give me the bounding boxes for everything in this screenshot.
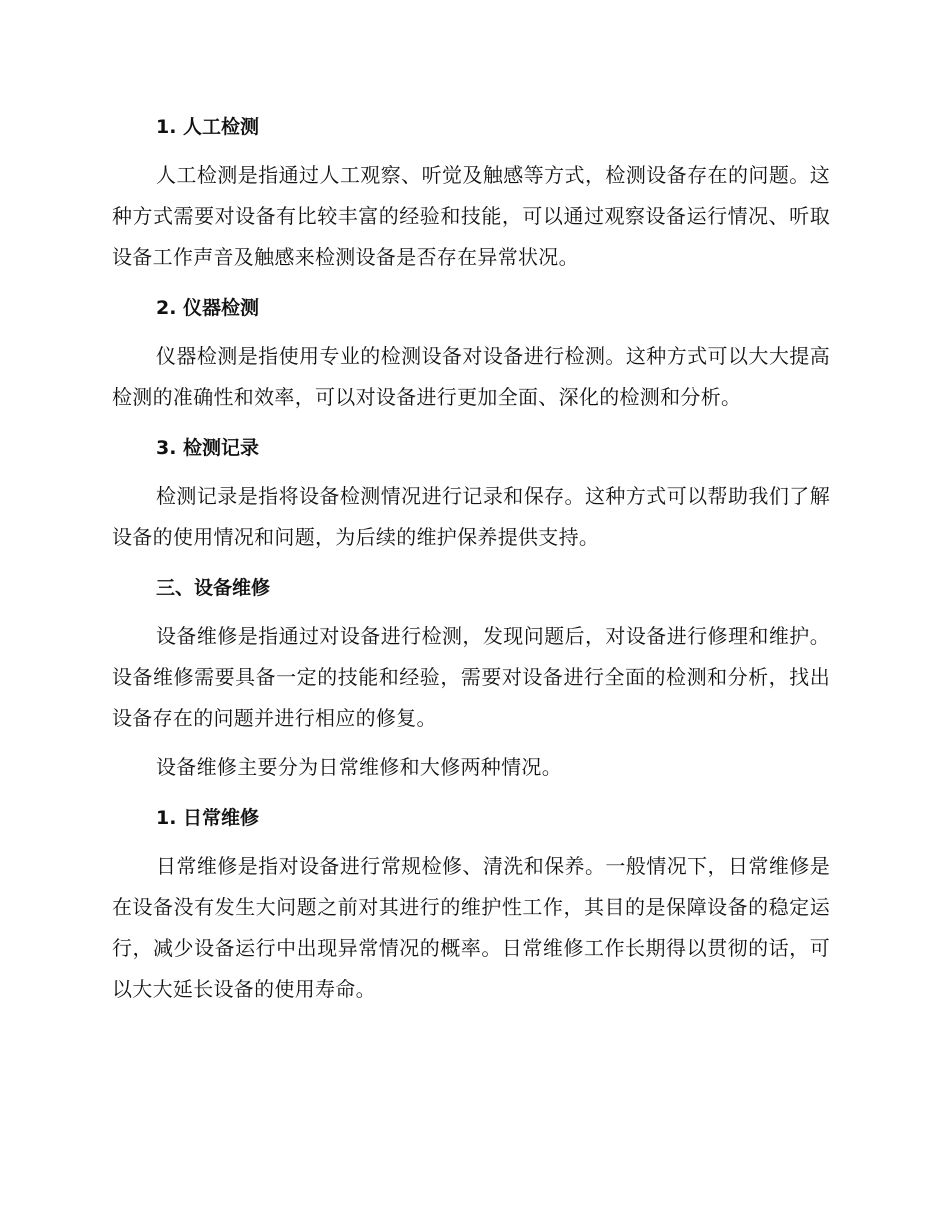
- section-heading-instrument-inspection: 2. 仪器检测: [156, 297, 260, 319]
- document-page: [112, 105, 830, 1010]
- section-heading-equipment-repair: 三、设备维修: [156, 577, 271, 599]
- section-heading-inspection-record: 3. 检测记录: [156, 437, 260, 459]
- paragraph-routine-repair: 日常维修是指对设备进行常规检修、清洗和保养。一般情况下，日常维修是在设备没有发生大问题之前对其进行的维护性工作，其目的是保障设备的稳定运行，减少设备运行中出现异常情况的概率。日常维修工作长期得以贯彻的话，可以大大延长设备的使用寿命。: [112, 854, 830, 1001]
- section-heading-routine-repair: 1. 日常维修: [156, 807, 260, 829]
- section-heading-manual-inspection: 1. 人工检测: [156, 116, 260, 138]
- paragraph-manual-inspection: 人工检测是指通过人工观察、听觉及触感等方式，检测设备存在的问题。这种方式需要对设备有比较丰富的经验和技能，可以通过观察设备运行情况、听取设备工作声音及触感来检测设备是否存在异常状况。: [112, 163, 830, 269]
- paragraph-instrument-inspection: 仪器检测是指使用专业的检测设备对设备进行检测。这种方式可以大大提高检测的准确性和效率，可以对设备进行更加全面、深化的检测和分析。: [112, 344, 830, 409]
- paragraph-equipment-repair: 设备维修是指通过对设备进行检测，发现问题后，对设备进行修理和维护。设备维修需要具备一定的技能和经验，需要对设备进行全面的检测和分析，找出设备存在的问题并进行相应的修复。: [112, 624, 830, 730]
- paragraph-repair-types: 设备维修主要分为日常维修和大修两种情况。: [156, 755, 562, 779]
- paragraph-inspection-record: 检测记录是指将设备检测情况进行记录和保存。这种方式可以帮助我们了解设备的使用情况和问题，为后续的维护保养提供支持。: [112, 484, 830, 549]
